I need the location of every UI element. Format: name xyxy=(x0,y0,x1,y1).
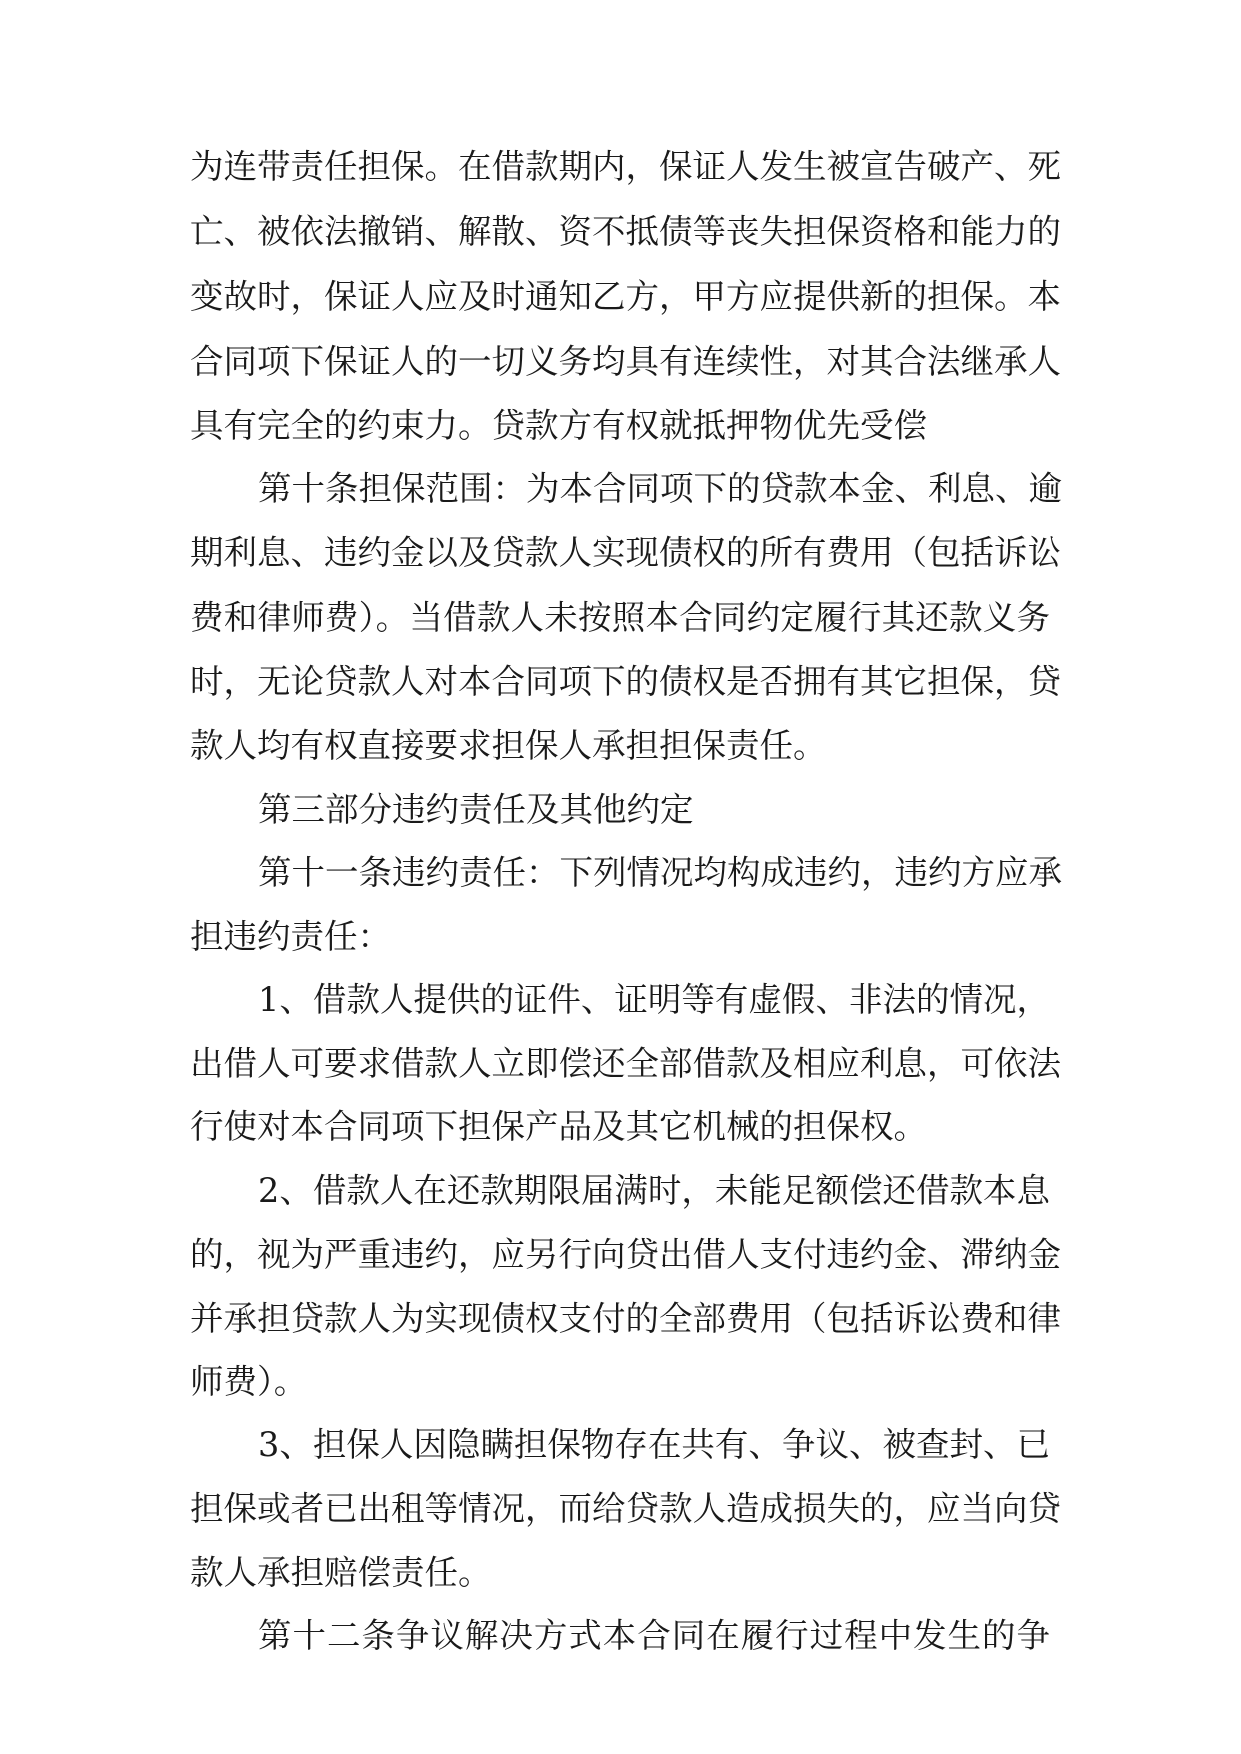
text-line: 期利息、违约金以及贷款人实现债权的所有费用（包括诉讼 xyxy=(190,533,1061,572)
section-heading: 第三部分违约责任及其他约定 xyxy=(258,790,694,829)
text-line: 担违约责任： xyxy=(190,917,391,956)
clause-11-heading-line: 第十一条违约责任：下列情况均构成违约，违约方应承 xyxy=(258,853,1062,892)
text-line: 亡、被依法撤销、解散、资不抵债等丧失担保资格和能力的 xyxy=(190,212,1061,251)
item-1-line: 1、借款人提供的证件、证明等有虚假、非法的情况， xyxy=(258,980,1050,1019)
item-2-line: 2、借款人在还款期限届满时，未能足额偿还借款本息 xyxy=(258,1171,1050,1210)
item-3-line: 3、担保人因隐瞒担保物存在共有、争议、被查封、已 xyxy=(258,1425,1050,1464)
text-line: 变故时，保证人应及时通知乙方，甲方应提供新的担保。本 xyxy=(190,277,1061,316)
text-line: 合同项下保证人的一切义务均具有连续性，对其合法继承人 xyxy=(190,342,1061,381)
text-line: 为连带责任担保。在借款期内，保证人发生被宣告破产、死 xyxy=(190,147,1061,186)
clause-12-heading-line: 第十二条争议解决方式本合同在履行过程中发生的争 xyxy=(258,1616,1050,1655)
clause-10-heading-line: 第十条担保范围：为本合同项下的贷款本金、利息、逾 xyxy=(258,469,1062,508)
text-line: 担保或者已出租等情况，而给贷款人造成损失的，应当向贷 xyxy=(190,1489,1061,1528)
text-line: 行使对本合同项下担保产品及其它机械的担保权。 xyxy=(190,1107,927,1146)
text-line: 款人承担赔偿责任。 xyxy=(190,1553,492,1592)
text-line: 时，无论贷款人对本合同项下的债权是否拥有其它担保，贷 xyxy=(190,662,1061,701)
text-line: 的，视为严重违约，应另行向贷出借人支付违约金、滞纳金 xyxy=(190,1235,1061,1274)
text-line: 师费）。 xyxy=(190,1362,308,1401)
text-line: 具有完全的约束力。贷款方有权就抵押物优先受偿 xyxy=(190,406,927,445)
text-line: 费和律师费）。当借款人未按照本合同约定履行其还款义务 xyxy=(190,598,1050,637)
text-line: 出借人可要求借款人立即偿还全部借款及相应利息，可依法 xyxy=(190,1044,1061,1083)
text-line: 并承担贷款人为实现债权支付的全部费用（包括诉讼费和律 xyxy=(190,1299,1061,1338)
text-line: 款人均有权直接要求担保人承担担保责任。 xyxy=(190,726,827,765)
